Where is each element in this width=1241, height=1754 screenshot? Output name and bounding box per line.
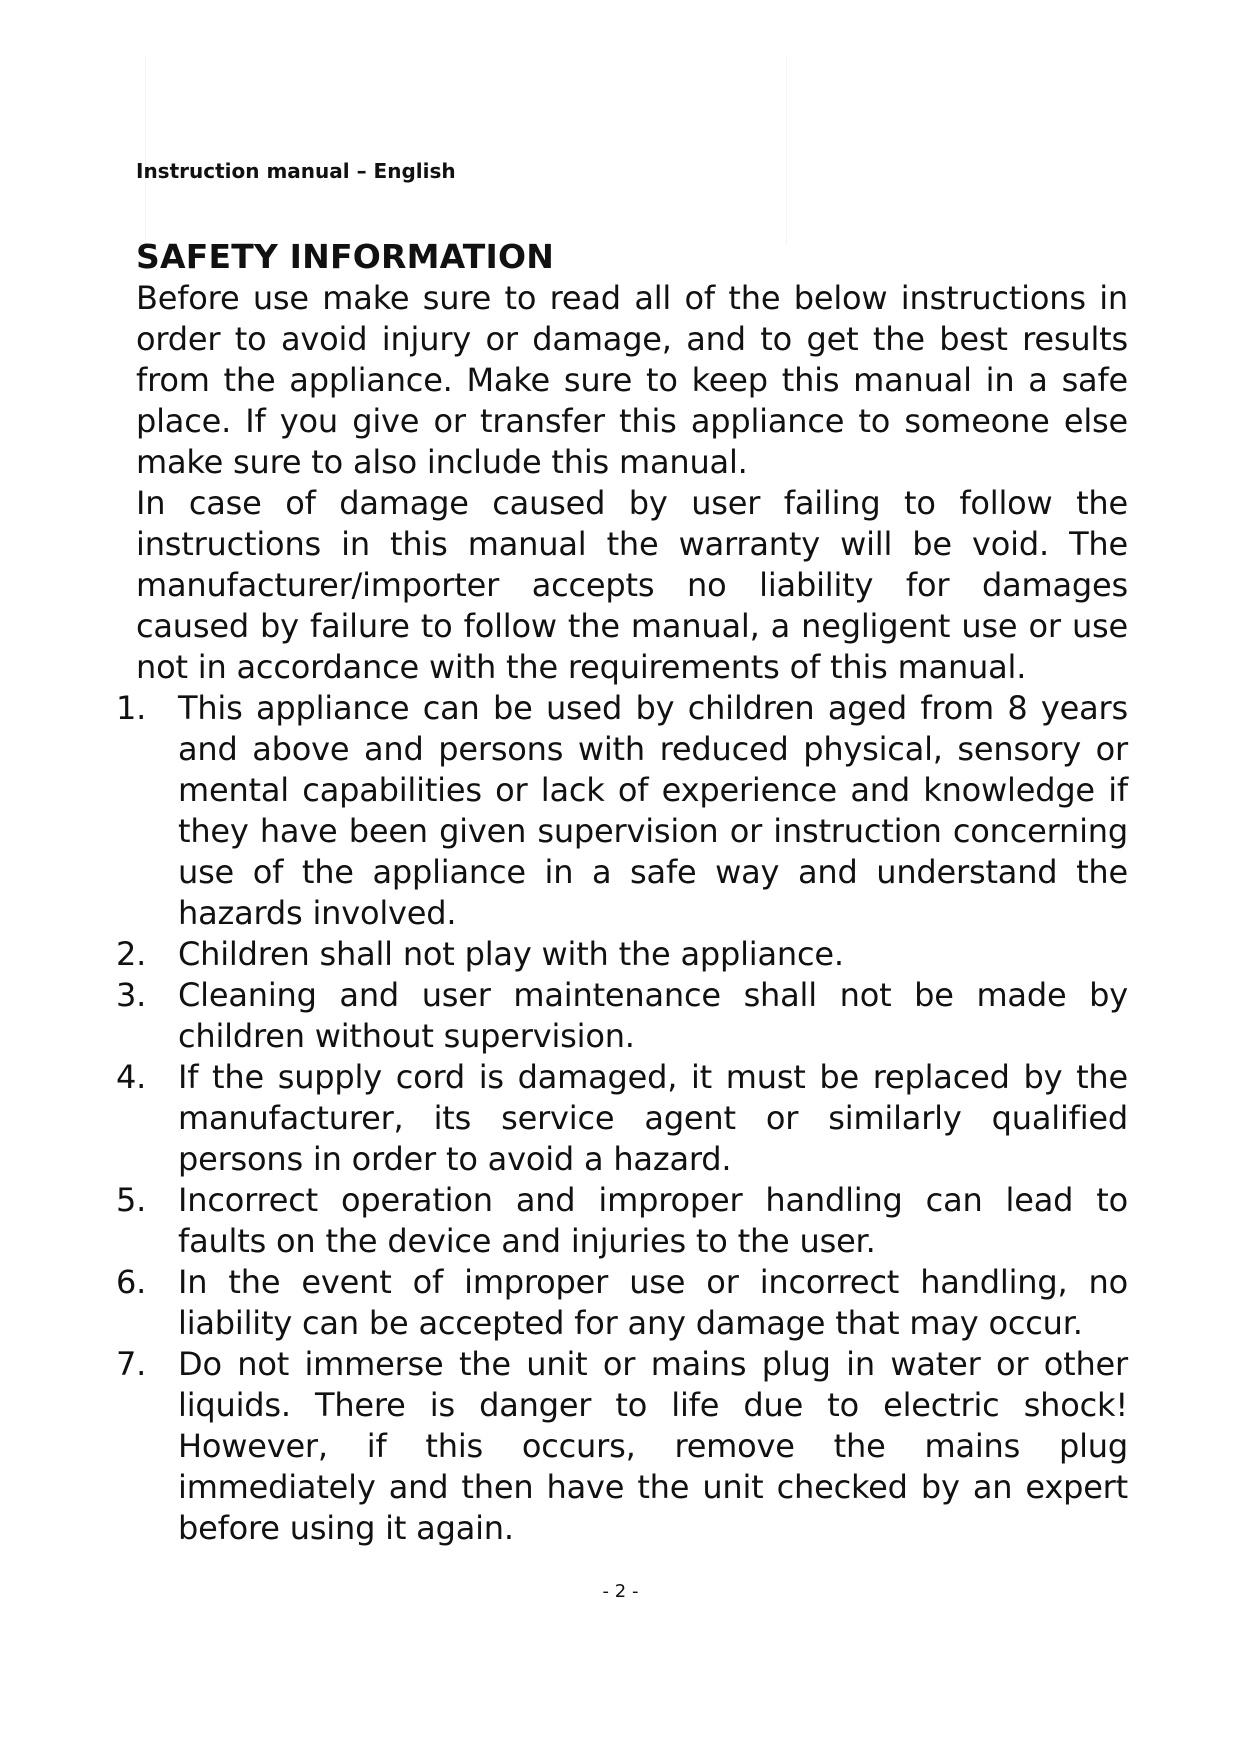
list-item-number: 6. xyxy=(116,1263,147,1301)
list-item-number: 1. xyxy=(116,689,147,727)
list-item-text: Cleaning and user maintenance shall not be made by children without supervision. xyxy=(178,976,1128,1055)
list-item-text: In the event of improper use or incorrect handling, no liability can be accepted for any damage that may occur. xyxy=(178,1263,1128,1342)
list-item xyxy=(116,688,1128,934)
list-item xyxy=(116,1344,1128,1549)
list-item-number: 4. xyxy=(116,1058,147,1096)
manual-language-header: Instruction manual – English xyxy=(136,159,456,183)
faint-scan-artifact xyxy=(145,55,787,245)
list-item xyxy=(116,1262,1128,1344)
list-item xyxy=(116,975,1128,1057)
list-item-number: 5. xyxy=(116,1181,147,1219)
intro-paragraph: Before use make sure to read all of the below instructions in order to avoid injury or damage, and to get the best results from the appliance. Make sure to keep this manual in a safe place. If you give or transfer this appliance to someone else make sure to also include this manual. xyxy=(136,279,1128,481)
list-item xyxy=(116,1057,1128,1180)
list-item-text: If the supply cord is damaged, it must be replaced by the manufacturer, its service agent or similarly qualified persons in order to avoid a hazard. xyxy=(178,1058,1128,1178)
list-item-text: Incorrect operation and improper handling can lead to faults on the device and injuries to the user. xyxy=(178,1181,1128,1260)
list-item-text: Children shall not play with the appliance. xyxy=(178,935,844,973)
list-item-text: This appliance can be used by children aged from 8 years and above and persons with reduced physical, sensory or mental capabilities or lack of experience and knowledge if they have been given supervision or instruction concerning use of the appliance in a safe way and understand the hazards involved. xyxy=(178,689,1128,932)
warranty-paragraph: In case of damage caused by user failing to follow the instructions in this manual the warranty will be void. The manufacturer/importer accepts no liability for damages caused by failure to follow the manual, a negligent use or use not in accordance with the requirements of this manual. xyxy=(136,484,1128,686)
list-item xyxy=(116,934,1128,975)
list-item-number: 3. xyxy=(116,976,147,1014)
safety-list xyxy=(116,688,1128,1549)
page-number: - 2 - xyxy=(602,1581,639,1602)
section-title: SAFETY INFORMATION xyxy=(136,237,555,276)
list-item xyxy=(116,1180,1128,1262)
list-item-number: 7. xyxy=(116,1345,147,1383)
safety-information-section xyxy=(116,236,1128,1549)
list-item-number: 2. xyxy=(116,935,147,973)
list-item-text: Do not immerse the unit or mains plug in water or other liquids. There is danger to life due to electric shock! However, if this occurs, remove the mains plug immediately and then have the unit checked by an expert before using it again. xyxy=(178,1345,1128,1547)
